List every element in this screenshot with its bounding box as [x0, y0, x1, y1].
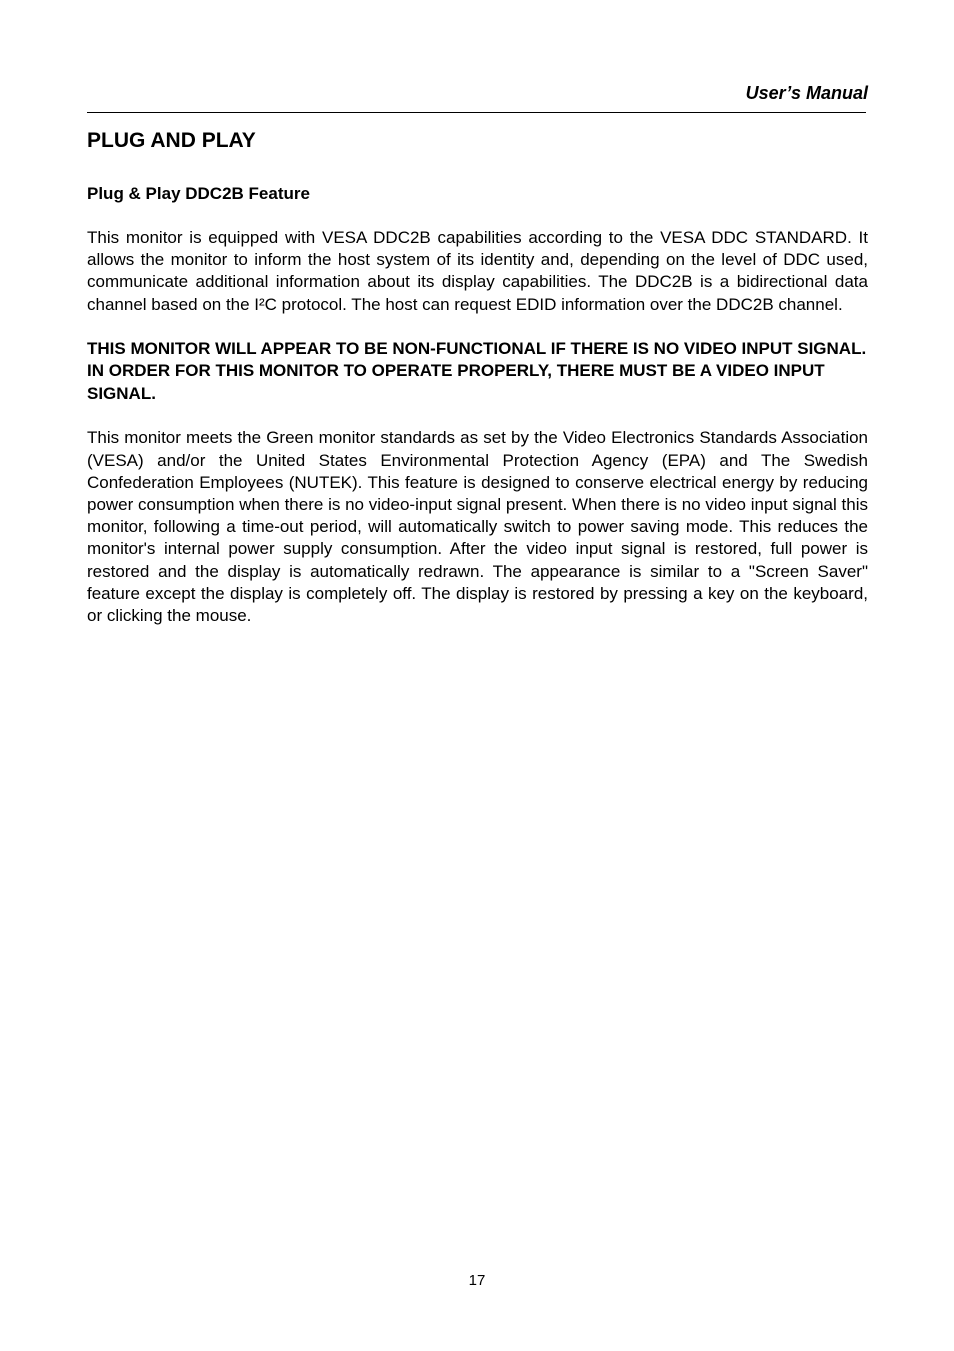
power-saving-paragraph: This monitor meets the Green monitor standards as set by the Video Electronics Standards Association (VESA) and/or the United States Environmental Protection Agency (EPA) and The Swedish Confederation Employees (NUTEK). This feature is designed to conserve electrical energy by reducing power consumption when there is no video-input signal present. When there is no video input signal this monitor, following a time-out period, will automatically switch to power saving mode. This reduces the monitor's internal power supply consumption. After the video input signal is restored, full power is restored and the display is automatically redrawn. The appearance is similar to a "Screen Saver" feature except the display is completely off. The display is restored by pressing a key on the keyboard, or clicking the mouse.: [87, 428, 868, 625]
page-content: [87, 128, 868, 627]
running-header: User’s Manual: [745, 83, 868, 103]
video-signal-warning: THIS MONITOR WILL APPEAR TO BE NON-FUNCTIONAL IF THERE IS NO VIDEO INPUT SIGNAL. IN ORDER FOR THIS MONITOR TO OPERATE PROPERLY, THERE MUST BE A VIDEO INPUT SIGNAL.: [87, 338, 867, 403]
header-rule: [87, 112, 866, 113]
page-number: 17: [468, 1272, 486, 1289]
section-title: PLUG AND PLAY: [87, 129, 256, 152]
ddc2b-paragraph: This monitor is equipped with VESA DDC2B capabilities according to the VESA DDC STANDARD. It allows the monitor to inform the host system of its identity and, depending on the level of DDC used, communicate additional information about its display capabilities. The DDC2B is a bidirectional data channel based on the I²C protocol. The host can request EDID information over the DDC2B channel.: [87, 228, 868, 314]
subsection-title: Plug & Play DDC2B Feature: [87, 184, 310, 203]
